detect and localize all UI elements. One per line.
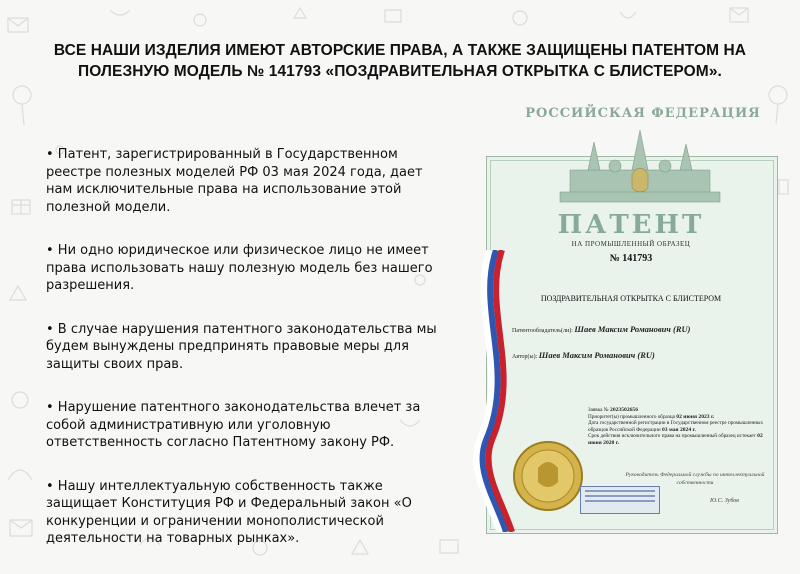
- list-item: • В случае нарушения патентного законодательства мы будем вынуждены предпринять правовые меры для защиты своих прав.: [46, 321, 437, 372]
- holder-name: Шаев Максим Романович (RU): [574, 324, 691, 334]
- patent-word: ПАТЕНТ: [557, 210, 705, 240]
- invention-title: ПОЗДРАВИТЕЛЬНАЯ ОТКРЫТКА С БЛИСТЕРОМ: [540, 294, 722, 303]
- tricolor-ribbon-image: [460, 250, 520, 532]
- patent-holder: [512, 324, 690, 334]
- certificate-country: РОССИЙСКАЯ ФЕДЕРАЦИЯ: [525, 106, 761, 121]
- patent-type: НА ПРОМЫШЛЕННЫЙ ОБРАЗЕЦ: [571, 240, 691, 248]
- expiry-date: 02 июня 2028 г.: [588, 433, 763, 446]
- registration-date: 03 мая 2024 г.: [661, 426, 696, 433]
- application-number: 2023502656: [610, 407, 638, 413]
- kremlin-emblem-image: [540, 122, 740, 214]
- patent-certificate: [460, 100, 776, 532]
- registration-details: [588, 407, 772, 447]
- priority-date: 02 июня 2023 г.: [676, 413, 715, 420]
- registration-text: Дата государственной регистрации в Государственном реестре промышленных образцов Российской Федерации: [588, 420, 764, 433]
- holder-label: Патентообладатель(ли):: [512, 328, 573, 334]
- priority-label: Приоритет(ы) промышленного образца: [588, 413, 675, 420]
- list-item: • Патент, зарегистрированный в Государственном реестре полезных моделей РФ 03 мая 2024 года, дает нам исключительные права на использование этой полезной модели.: [46, 147, 423, 215]
- patent-number: № 141793: [609, 253, 653, 264]
- head-title: Руководитель Федеральной службы по интеллектуальной собственности: [625, 472, 765, 486]
- author-name: Шаев Максим Романович (RU): [538, 350, 655, 360]
- bullet-list: [46, 146, 446, 574]
- author-label: Автор(ы):: [512, 354, 538, 360]
- list-item: • Нарушение патентного законодательства влечет за собой административную или уголовную ответственность согласно Патентному закону РФ.: [46, 400, 421, 450]
- application-label: Заявка №: [588, 407, 609, 413]
- signer-name: Ю.С. Зубов: [710, 498, 739, 504]
- patent-author: [512, 350, 655, 360]
- registration-stamp: [580, 486, 660, 514]
- list-item: • Нашу интеллектуальную собственность также защищает Конституция РФ и Федеральный закон «О конкуренции и ограничении монополистической деятельности на товарных рынках».: [46, 478, 412, 546]
- page-headline: ВСЕ НАШИ ИЗДЕЛИЯ ИМЕЮТ АВТОРСКИЕ ПРАВА, А ТАКЖЕ ЗАЩИЩЕНЫ ПАТЕНТОМ НА ПОЛЕЗНУЮ МОДЕЛЬ № 141793 «ПОЗДРАВИТЕЛЬНАЯ ОТКРЫТКА С БЛИСТЕРОМ».: [53, 42, 747, 80]
- expiry-text: Срок действия исключительного права на промышленный образец истекает: [588, 433, 756, 440]
- list-item: • Ни одно юридическое или физическое лицо не имеет права использовать нашу полезную модель без нашего разрешения.: [46, 243, 433, 293]
- balloon-doodle: [13, 86, 31, 104]
- gold-seal-image: [512, 440, 584, 512]
